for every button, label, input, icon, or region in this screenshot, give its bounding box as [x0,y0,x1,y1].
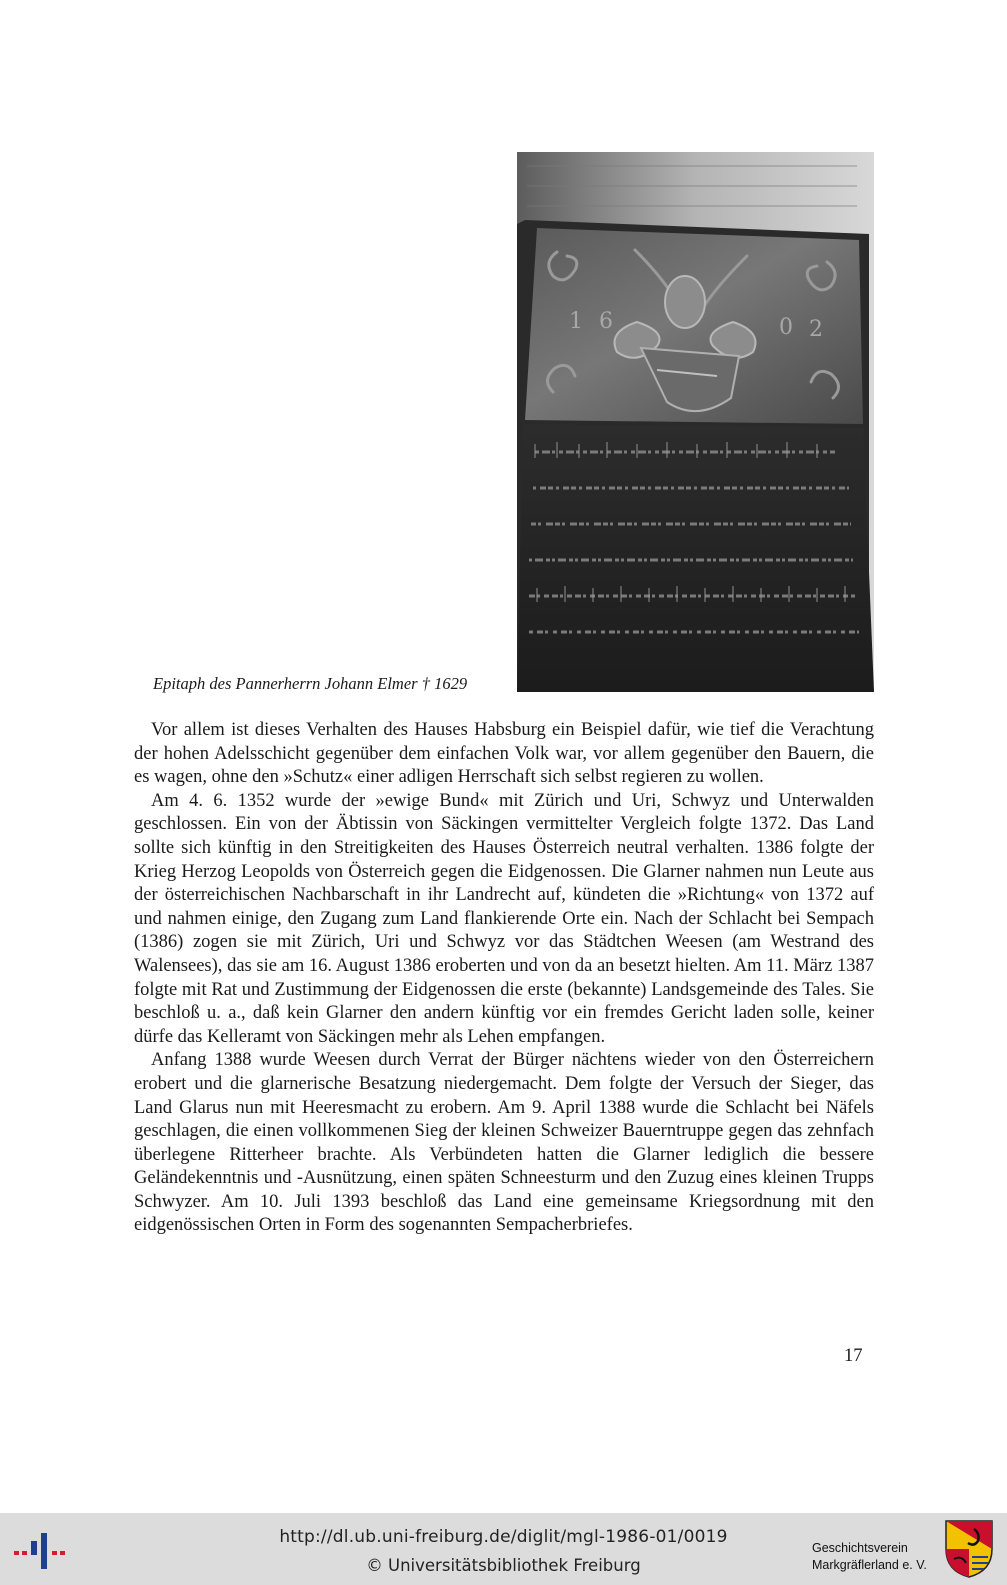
footer-bar [0,1513,1007,1585]
figure-caption: Epitaph des Pannerherrn Johann Elmer † 1629 [153,674,468,693]
society-name-line2: Markgräflerland e. V. [812,1558,927,1572]
svg-text:0: 0 [779,315,793,340]
document-url-link[interactable]: http://dl.ub.uni-freiburg.de/diglit/mgl-1986-01/0019 [279,1527,728,1547]
society-name-line1: Geschichtsverein [812,1541,908,1555]
svg-text:1: 1 [569,309,583,334]
svg-text:6: 6 [599,309,613,334]
svg-text:2: 2 [809,317,823,342]
paragraph: Anfang 1388 wurde Weesen durch Verrat der Bürger nächtens wieder von den Österreichern erobert und die glarnerische Besatzung niedergemacht. Dem folgte der Versuch der Sieger, das Land Glarus nun mit Heeresmacht zu erobern. Am 9. April 1388 wurde die Schlacht bei Näfels geschlagen, die einen vollkommenen Sieg der kleinen Schweizer Bauerntruppe gegen das zehnfach überlegene Ritterheer brachte. Als Verbündeten hatten die Glarner lediglich die bessere Geländekenntnis und -Ausnützung, einen späten Schneesturm und den Zuzug eines kleinen Trupps Schwyzer. Am 10. Juli 1393 beschloß das Land eine gemeinsame Kriegsordnung mit den eidgenössischen Orten in Form des sogenannten Sempacherbriefes. [134,1050,874,1236]
page-number: 17 [844,1346,863,1366]
copyright-text: © Universitätsbibliothek Freiburg [366,1556,641,1575]
coat-of-arms-icon [944,1519,994,1579]
paragraph: Vor allem ist dieses Verhalten des Hauses Habsburg ein Beispiel dafür, wie tief die Verachtung der hohen Adelsschicht gegenüber dem einfachen Volk war, vor allem gegenüber den Bauern, die es wagen, ohne den »Schutz« einer adligen Herrschaft sich selbst regieren zu wollen. [134,720,874,788]
paragraph: Am 4. 6. 1352 wurde der »ewige Bund« mit Zürich und Uri, Schwyz und Unterwalden geschlossen. Ein von der Äbtissin von Säckingen vermittelter Vergleich folgte 1372. Das Land sollte sich künftig in den Streitigkeiten des Hauses Österreich neutral verhalten. 1386 folgte der Krieg Herzog Leopolds von Österreich gegen die Eidgenossen. Die Glarner nahmen nun Leute aus der österreichischen Nachbarschaft in ihr Landrecht auf, kündeten die »Richtung« von 1372 auf und nahmen einige, den Zugang zum Land flankierende Orte ein. Nach der Schlacht bei Sempach (1386) zogen sie mit Zürich, Uri und Schwyz vor das Städtchen Weesen (am Westrand des Walensees), das sie am 16. August 1386 eroberten und von da an besetzt hielten. Am 11. März 1387 folgte mit Rat und Zustimmung der Eidgenossen die erste (bekannte) Landsgemeinde des Tales. Sie beschloß u. a., daß kein Glarner den andern künftig vor ein fremdes Gericht laden solle, keiner dürfe das Kelleramt von Säckingen mehr als Lehen empfangen. [134,790,874,1047]
body-text [134,719,874,1238]
epitaph-photo [517,152,874,692]
society-name [812,1540,927,1574]
